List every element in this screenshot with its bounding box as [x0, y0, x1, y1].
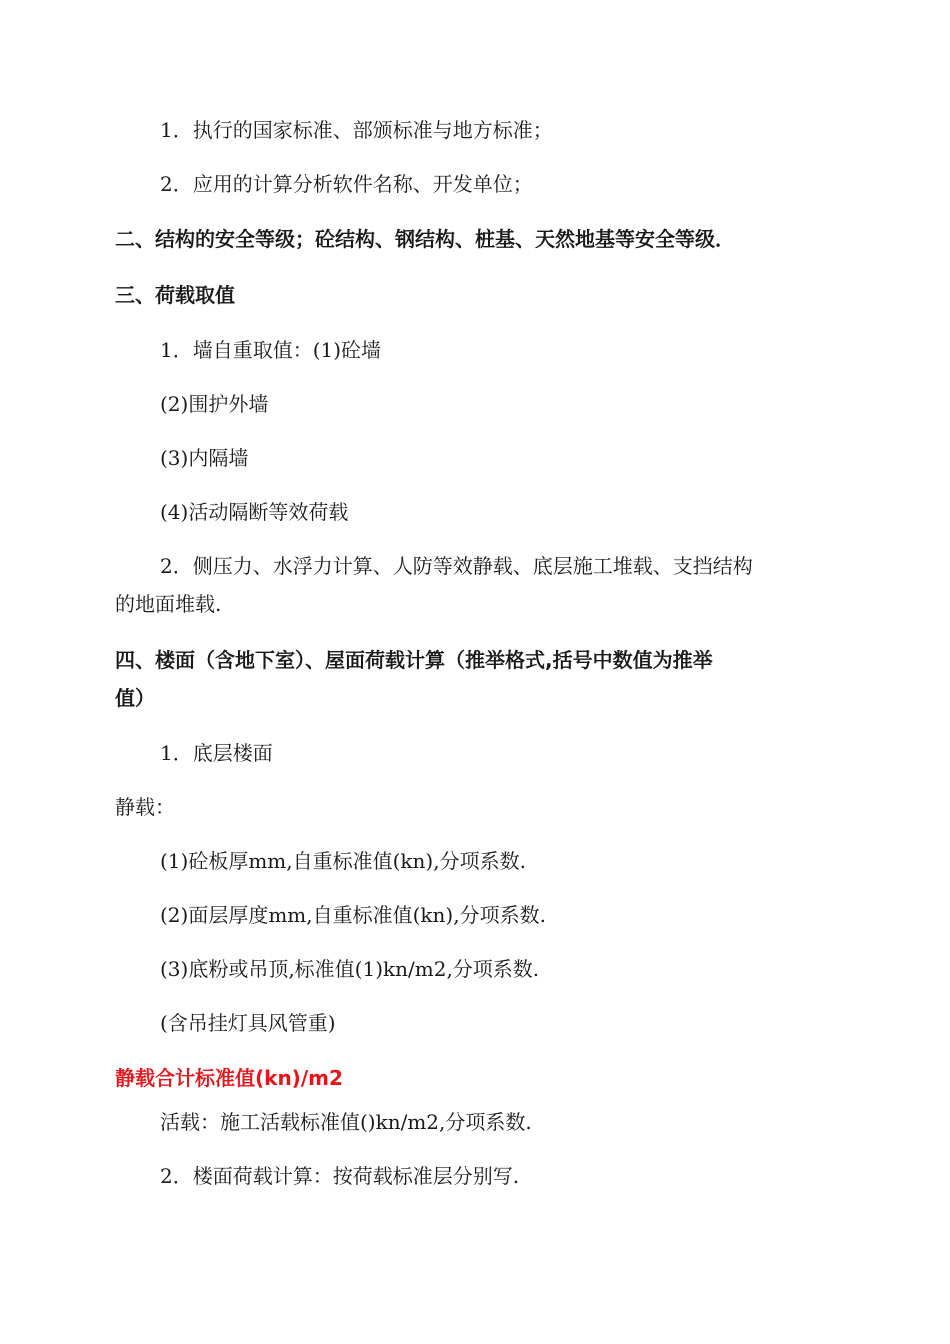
std-item-2: 2．应用的计算分析软件名称、开发单位；: [160, 172, 533, 196]
wall-subitem-4: (4)活动隔断等效荷载: [160, 500, 349, 524]
std-item-1: 1．执行的国家标准、部颁标准与地方标准；: [160, 118, 553, 142]
section-2-heading: 二、结构的安全等级；砼结构、钢结构、桩基、天然地基等安全等级．: [115, 227, 735, 251]
section-4-heading: 四、楼面（含地下室）、屋面荷载计算（推举格式,括号中数值为推举: [115, 648, 713, 672]
wall-subitem-3: (3)内隔墙: [160, 446, 249, 470]
section-4-heading-cont: 值）: [115, 686, 155, 710]
live-load-item: 活载：施工活载标准值()kn/m2,分项系数.: [160, 1110, 532, 1134]
dead-load-slab: (1)砼板厚mm,自重标准值(kn),分项系数.: [160, 849, 526, 873]
lateral-pressure-item-cont: 的地面堆载.: [115, 592, 222, 616]
dead-load-ceiling: (3)底粉或吊顶,标准值(1)kn/m2,分项系数.: [160, 957, 540, 981]
wall-weight-item: 1．墙自重取值：(1)砼墙: [160, 338, 382, 362]
dead-load-label: 静载：: [115, 795, 175, 819]
dead-load-total: 静载合计标准值(kn)/m2: [115, 1066, 343, 1090]
wall-subitem-2: (2)围护外墙: [160, 392, 269, 416]
dead-load-surface: (2)面层厚度mm,自重标准值(kn),分项系数.: [160, 903, 546, 927]
floor-load-item: 2．楼面荷载计算：按荷载标准层分别写.: [160, 1164, 520, 1188]
ground-floor-item: 1．底层楼面: [160, 741, 273, 765]
dead-load-ceiling-note: (含吊挂灯具风管重): [160, 1011, 336, 1035]
section-3-heading: 三、荷载取值: [115, 283, 235, 307]
lateral-pressure-item: 2．侧压力、水浮力计算、人防等效静载、底层施工堆载、支挡结构: [160, 554, 753, 578]
